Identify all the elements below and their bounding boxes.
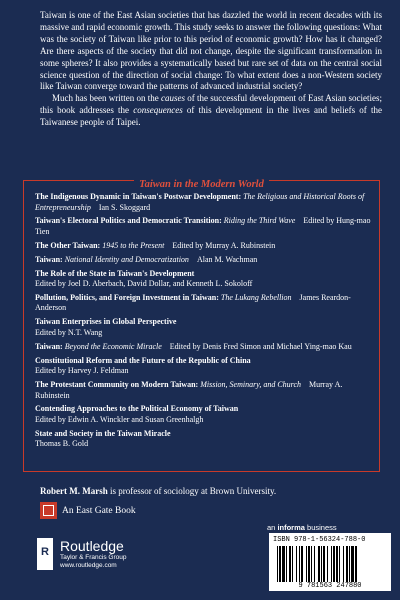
entry-subtitle: The Lukang Rebellion — [220, 292, 292, 302]
entry-credit: Edited by Edwin A. Winckler and Susan Greenhalgh — [35, 414, 204, 424]
series-title: Taiwan in the Modern World — [24, 174, 379, 192]
blurb-paragraph-1: Taiwan is one of the East Asian societies that has dazzled the world in recent decades with its massive and rapid economic growth. This study seeks to answer the following questions: What was the society of Taiwan like prior to this period of economic growth? How has it changed? Are there aspects of the society that did not change, despite the significant transformation in some spheres? It also provides a systematically based but rare set of data on the central social science question of the direction of social change: To what extent does a non-Western society like Taiwan converge toward the patterns of advanced industrial society? — [40, 10, 382, 92]
entry-title: Constitutional Reform and the Future of the Republic of China — [35, 355, 251, 365]
barcode-number: 9 781563 247880 — [298, 582, 362, 590]
entry-title: The Other Taiwan: — [35, 240, 101, 250]
entry-subtitle: Mission, Seminary, and Church — [200, 380, 302, 390]
entry-title: State and Society in the Taiwan Miracle — [35, 428, 171, 438]
series-entry — [35, 380, 373, 401]
entry-credit: Ian S. Skoggard — [98, 202, 151, 212]
series-box — [23, 180, 380, 472]
entry-title: The Indigenous Dynamic in Taiwan's Postwar Development: — [35, 192, 242, 201]
series-entry — [35, 269, 373, 290]
series-entry — [35, 342, 373, 353]
publisher-url: www.routledge.com — [60, 562, 117, 569]
entry-title: Pollution, Politics, and Foreign Investment in Taiwan: — [35, 292, 219, 302]
entry-credit: James Reardon-Anderson — [35, 292, 351, 313]
series-entry — [35, 317, 373, 338]
entry-credit: Alan M. Wachman — [196, 254, 258, 264]
series-entry — [35, 293, 373, 314]
series-entry — [35, 216, 373, 237]
series-entry — [35, 241, 373, 252]
entry-title: Taiwan Enterprises in Global Perspective — [35, 317, 177, 327]
series-entry — [35, 356, 373, 377]
entry-credit: Thomas B. Gold — [35, 439, 89, 449]
entry-subtitle: National Identity and Democratization — [64, 254, 189, 264]
entry-credit: Edited by Hung-mao Tien — [35, 216, 371, 236]
east-gate-imprint — [40, 502, 136, 519]
isbn-label: ISBN 978-1-56324-788-0 — [273, 536, 366, 544]
barcode — [269, 533, 391, 591]
routledge-logo — [37, 538, 126, 570]
routledge-r-icon: R — [37, 538, 53, 570]
entry-credit: Edited by Denis Fred Simon and Michael Ying-mao Kau — [169, 341, 352, 351]
entry-title: The Role of the State in Taiwan's Development — [35, 268, 195, 278]
east-gate-logo-icon — [40, 502, 57, 519]
cover-blurb — [40, 10, 382, 129]
entry-credit: Edited by Murray A. Rubinstein — [172, 240, 276, 250]
informa-tagline: an informa business — [267, 523, 337, 532]
entry-title: Taiwan: — [35, 254, 63, 264]
blurb-paragraph-2: Much has been written on the causes of the successful development of East Asian societies; this book addresses the consequences of this development in the lives and beliefs of the Taiwanese people of Taipei. — [40, 93, 382, 128]
publisher-group: Taylor & Francis Group — [60, 554, 127, 561]
series-entry — [35, 404, 373, 425]
entry-credit: Edited by Harvey J. Feldman — [35, 366, 129, 376]
entry-title: Taiwan's Electoral Politics and Democratic Transition: — [35, 216, 222, 226]
series-entry — [35, 192, 373, 213]
author-bio: Robert M. Marsh is professor of sociology at Brown University. — [40, 486, 277, 496]
entry-subtitle: 1945 to the Present — [102, 240, 165, 250]
entry-title: Taiwan: — [35, 341, 63, 351]
series-entry — [35, 429, 373, 450]
entry-credit: Murray A. Rubinstein — [35, 380, 343, 400]
entry-subtitle: The Religious and Historical Roots of Entrepreneurship — [35, 192, 365, 212]
series-list — [35, 192, 373, 453]
author-name: Robert M. Marsh — [40, 486, 108, 496]
series-entry — [35, 255, 373, 266]
barcode-bars — [277, 546, 383, 582]
entry-subtitle: Riding the Third Wave — [223, 216, 296, 226]
entry-subtitle: Beyond the Economic Miracle — [64, 341, 162, 351]
entry-credit: Edited by N.T. Wang — [35, 327, 103, 337]
publisher-name: Routledge — [60, 538, 124, 554]
east-gate-label: An East Gate Book — [62, 505, 136, 516]
entry-credit: Edited by Joel D. Aberbach, David Dollar, and Kenneth L. Sokoloff — [35, 279, 253, 289]
entry-title: The Protestant Community on Modern Taiwan: — [35, 380, 199, 390]
entry-title: Contending Approaches to the Political Economy of Taiwan — [35, 404, 239, 414]
